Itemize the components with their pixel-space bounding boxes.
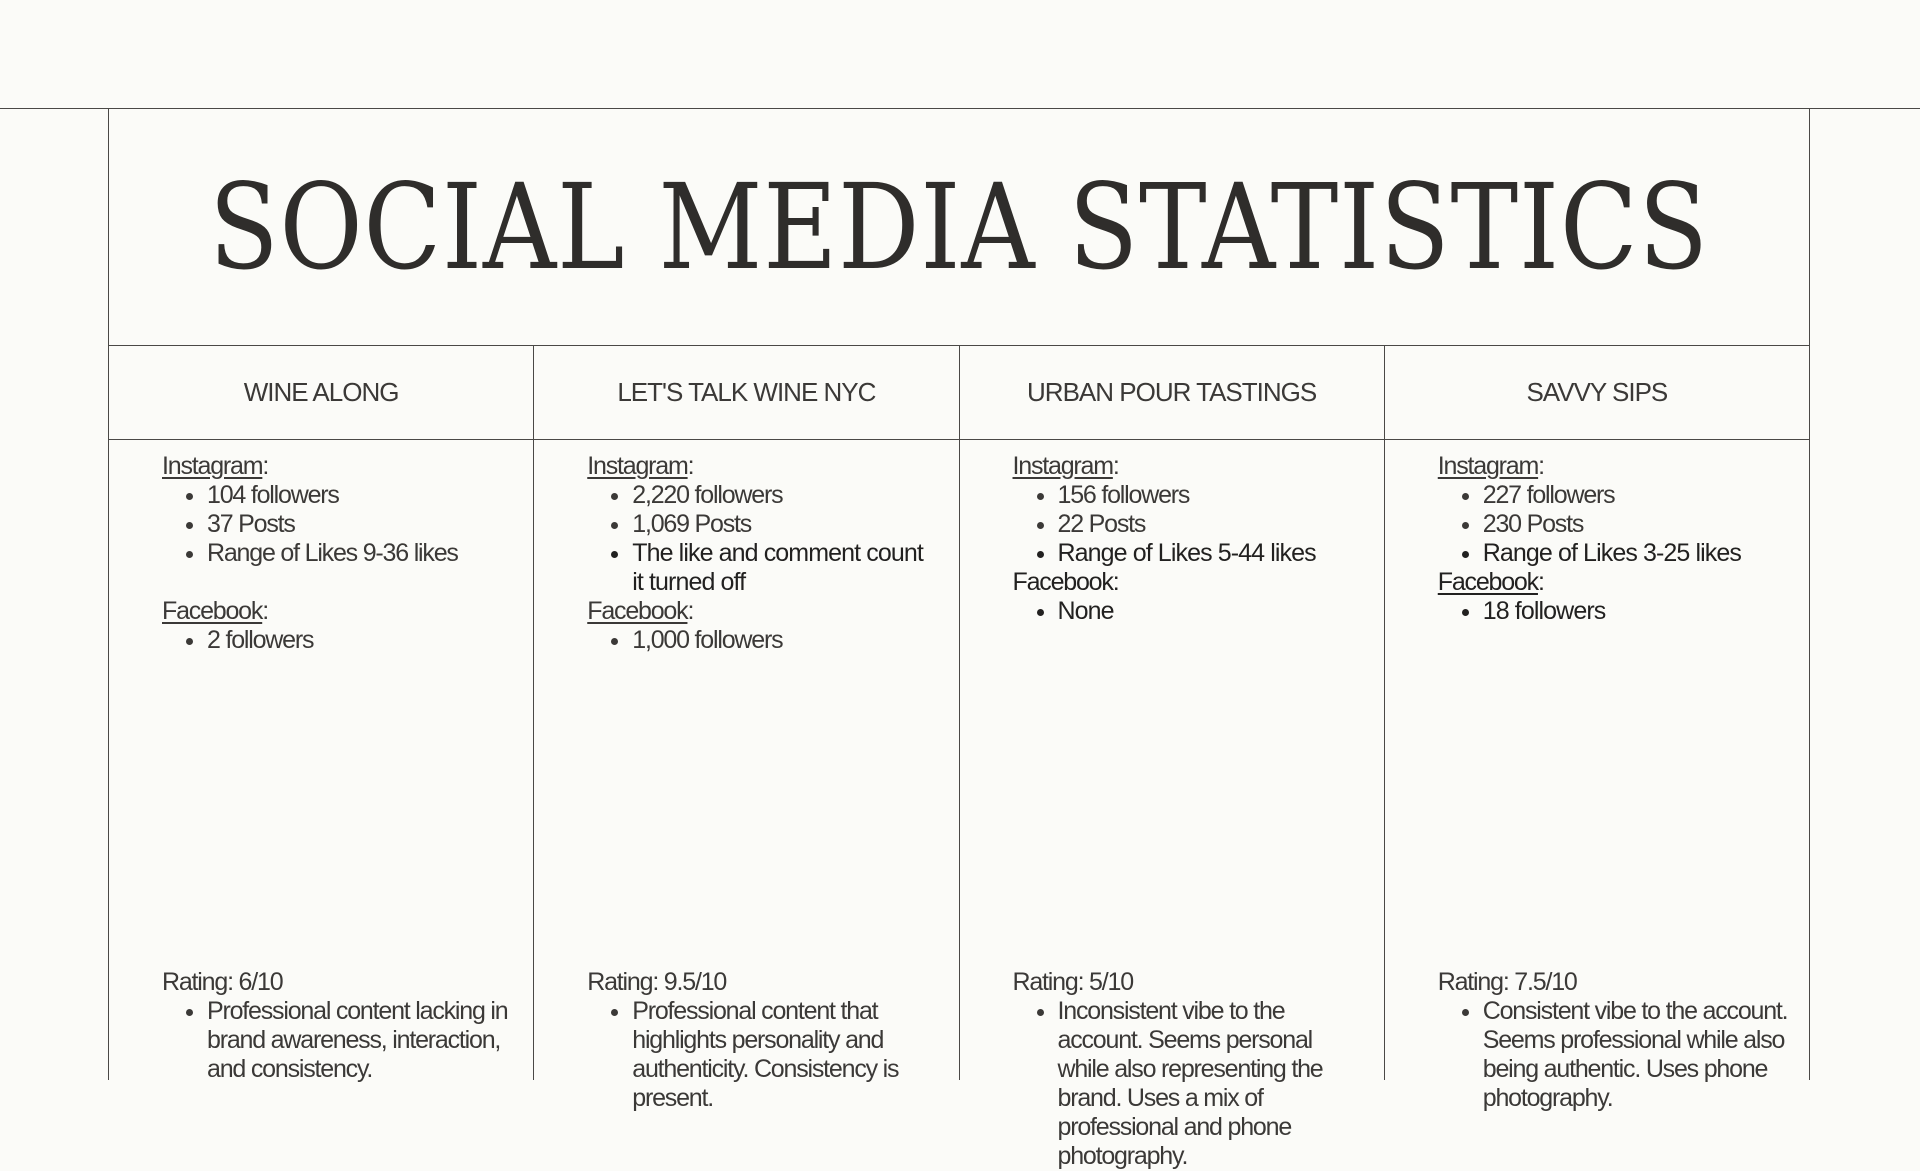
facebook-stats-list (1013, 597, 1364, 626)
account-name: URBAN POUR TASTINGS (960, 346, 1384, 440)
account-name: WINE ALONG (109, 346, 533, 440)
rating-text: Rating: 6/10 (162, 968, 283, 996)
instagram-label: Instagram: (162, 452, 269, 480)
list-item: • Range of Likes 5-44 likes (1058, 539, 1364, 568)
rating-text: Rating: 7.5/10 (1437, 968, 1577, 996)
rating-block (1013, 968, 1364, 1171)
list-item: • 156 followers (1058, 481, 1364, 510)
facebook-label: Facebook: (162, 597, 268, 625)
list-item: • Range of Likes 9-36 likes (207, 539, 513, 568)
account-stats (960, 440, 1384, 626)
page-title: SOCIAL MEDIA STATISTICS (209, 158, 1709, 296)
facebook-label: Facebook: (1012, 568, 1119, 596)
instagram-stats-list (162, 481, 513, 568)
instagram-label: Instagram: (1012, 452, 1119, 480)
account-stats (1385, 440, 1809, 626)
account-columns (109, 346, 1809, 1170)
account-column-urban-pour-tastings (960, 346, 1385, 1170)
instagram-stats-list (1013, 481, 1364, 568)
list-item: • 230 Posts (1483, 510, 1789, 539)
account-stats (534, 440, 958, 655)
rating-text: Rating: 5/10 (1012, 968, 1133, 996)
list-item: • 227 followers (1483, 481, 1789, 510)
list-item: • 1,000 followers (632, 626, 938, 655)
list-item: • 22 Posts (1058, 510, 1364, 539)
list-item: • Professional content lacking in brand awareness, interaction, and consistency. (207, 997, 513, 1084)
rating-notes-list (162, 997, 513, 1084)
rating-text: Rating: 9.5/10 (587, 968, 727, 996)
instagram-label: Instagram: (587, 452, 694, 480)
list-item: • None (1058, 597, 1364, 626)
instagram-stats-list (1438, 481, 1789, 568)
list-item: • Consistent vibe to the account. Seems professional while also being authentic. Uses phone photography. (1483, 997, 1789, 1113)
rating-block (587, 968, 938, 1113)
account-column-savvy-sips (1385, 346, 1809, 1112)
list-item: • 2 followers (207, 626, 513, 655)
account-name: LET'S TALK WINE NYC (534, 346, 958, 440)
facebook-stats-list (162, 626, 513, 655)
facebook-label: Facebook: (587, 597, 694, 625)
rating-notes-list (1438, 997, 1789, 1113)
list-item: • Professional content that highlights personality and authenticity. Consistency is present. (632, 997, 938, 1113)
account-name: SAVVY SIPS (1385, 346, 1809, 440)
account-column-wine-along (109, 346, 534, 1083)
list-item: • 2,220 followers (632, 481, 938, 510)
statistics-table (108, 109, 1810, 1170)
title-cell (109, 109, 1809, 346)
facebook-stats-list (1438, 597, 1789, 626)
instagram-stats-list (587, 481, 938, 597)
rating-block (1438, 968, 1789, 1113)
rating-notes-list (587, 997, 938, 1113)
list-item: • 1,069 Posts (632, 510, 938, 539)
list-item: • 104 followers (207, 481, 513, 510)
rating-block (162, 968, 513, 1084)
list-item: • The like and comment count it turned off (632, 539, 938, 597)
list-item: • 37 Posts (207, 510, 513, 539)
list-item: • Range of Likes 3-25 likes (1483, 539, 1789, 568)
facebook-stats-list (587, 626, 938, 655)
account-column-lets-talk-wine-nyc (534, 346, 959, 1112)
account-stats (109, 440, 533, 655)
list-item: • Inconsistent vibe to the account. Seems personal while also representing the brand. Uses a mix of professional and phone photography. (1058, 997, 1364, 1171)
list-item: • 18 followers (1483, 597, 1789, 626)
rating-notes-list (1013, 997, 1364, 1171)
instagram-label: Instagram: (1437, 452, 1544, 480)
facebook-label: Facebook: (1437, 568, 1544, 596)
